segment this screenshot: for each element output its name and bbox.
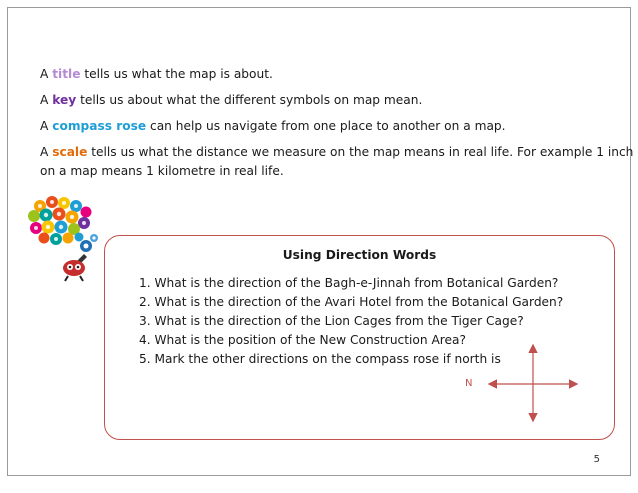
- key-definition: [40, 91, 422, 110]
- keyword-scale: scale: [52, 145, 88, 159]
- para-prefix: A: [40, 67, 53, 81]
- para-text: tells us what the distance we measure on the map means in real life. For example 1 inch: [87, 145, 634, 159]
- keyword-title: title: [52, 67, 81, 81]
- scale-definition-line2: on a map means 1 kilometre in real life.: [40, 164, 284, 178]
- brain-gears-icon: [26, 194, 106, 284]
- para-text: tells us what the map is about.: [80, 67, 273, 81]
- question-1: 1. What is the direction of the Bagh-e-Jinnah from Botanical Garden?: [139, 276, 559, 290]
- compass-rose-definition: [40, 117, 506, 136]
- direction-words-activity: [104, 235, 615, 440]
- question-3: 3. What is the direction of the Lion Cages from the Tiger Cage?: [139, 314, 524, 328]
- activity-title: Using Direction Words: [282, 248, 437, 262]
- keyword-compass-rose: compass rose: [52, 119, 147, 133]
- question-4: 4. What is the position of the New Construction Area?: [139, 333, 466, 347]
- page-number: 5: [593, 454, 600, 465]
- scale-definition: [40, 143, 633, 162]
- para-prefix: A: [40, 145, 53, 159]
- keyword-key: key: [52, 93, 77, 107]
- compass-north-label: N: [465, 378, 473, 389]
- question-5: 5. Mark the other directions on the compass rose if north is: [139, 352, 501, 366]
- brain-cluster: [28, 196, 92, 245]
- cartoon-character-icon: [63, 254, 87, 281]
- title-definition: [40, 65, 273, 84]
- para-text: tells us about what the different symbols on map mean.: [76, 93, 423, 107]
- question-2: 2. What is the direction of the Avari Hotel from the Botanical Garden?: [139, 295, 564, 309]
- slide-page: [7, 7, 634, 476]
- para-prefix: A: [40, 93, 53, 107]
- para-prefix: A: [40, 119, 53, 133]
- para-text: can help us navigate from one place to another on a map.: [146, 119, 506, 133]
